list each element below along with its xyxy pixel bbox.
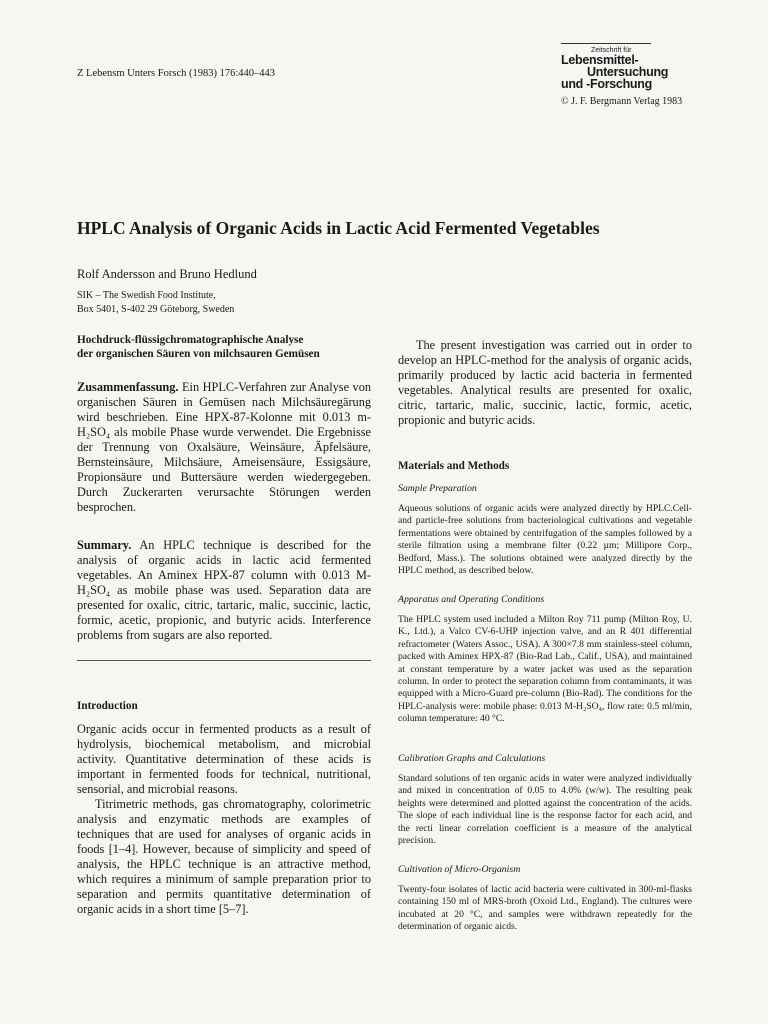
cultivation-text: Twenty-four isolates of lactic acid bacteria were cultivated in 300-ml-flasks containing 150 ml of MRS-broth (Oxoid Ltd., England). The cultures were incubated at 20 °C, and samples were withdrawn repeatedly for the determination of organic aicds. bbox=[398, 884, 692, 933]
intro-paragraph-right: The present investigation was carried out in order to develop an HPLC-method for the analysis of organic acids, primarily produced by lactic acid bacteria in fermented vegetables. Analytical results are presented for oxalic, citric, tartaric, malic, succinic, lactic, formic, acetic, propionic and butyric acids. bbox=[398, 338, 692, 427]
authors: Rolf Andersson and Bruno Hedlund bbox=[77, 267, 257, 281]
logo-subtitle: Zeitschrift für bbox=[591, 47, 632, 54]
journal-logo bbox=[561, 43, 701, 107]
cultivation-heading: Cultivation of Micro-Organism bbox=[398, 864, 521, 875]
german-title-line-1: Hochdruck-flüssigchromatographische Analyse bbox=[77, 334, 304, 346]
logo-rule bbox=[561, 43, 651, 44]
summary bbox=[77, 538, 371, 643]
journal-citation: Z Lebensm Unters Forsch (1983) 176:440–443 bbox=[77, 68, 276, 79]
paper-title: HPLC Analysis of Organic Acids in Lactic Acid Fermented Vegetables bbox=[77, 218, 600, 238]
copyright-notice: © J. F. Bergmann Verlag 1983 bbox=[561, 96, 683, 107]
zusammenfassung-text: Ein HPLC-Verfahren zur Analyse von organischen Säuren in Gemüsen nach Milchsäuregärung wird beschrieben. Eine HPX-87-Kolonne mit 0.013 m-H₂SO₄ als mobile Phase wurde verwendet. Die Ergebnisse der Trennung von Oxalsäure, Weinsäure, Äpfelsäure, Bernsteinsäure, Milchsäure, Ameisensäure, Essigsäure, Propionsäure und Buttersäure werden wiedergegeben. Durch Zuckerarten verursachte Störungen werden besprochen. bbox=[77, 380, 372, 514]
introduction-body bbox=[77, 722, 371, 917]
introduction-heading: Introduction bbox=[77, 700, 138, 712]
apparatus-text: The HPLC system used included a Milton Roy 711 pump (Milton Roy, U. K., Ltd.), a Valco CV-6-UHP injection valve, and an R 401 differential refractometer (Waters Assoc., USA). A 300×7.8 mm stainless-steel column, packed with Aminex HPX-87 (Bio-Rad Lab., Calif., USA), and maintained at constant temperature by a water jacket was used as the separation column. In order to protect the separation column from contaminants, it was equipped with a Micro-Guard pre-column (Bio-Rad). The conditions for the HPLC-analysis were: mobile phase: 0.013 M-H₂SO₄, flow rate: 0.5 ml/min, column temperature: 40 °C. bbox=[398, 614, 692, 725]
methods-heading: Materials and Methods bbox=[398, 460, 510, 472]
affiliation bbox=[77, 289, 234, 316]
calibration-heading: Calibration Graphs and Calculations bbox=[398, 753, 546, 764]
german-title bbox=[77, 333, 371, 361]
introduction-paragraph-1: Organic acids occur in fermented products as a result of hydrolysis, biochemical metabolism, and microbial activity. Quantitative determination of these acids is important in fermented foods for technical, nutritional, sensorial, and microbial reasons. bbox=[77, 722, 371, 796]
summary-label: Summary. bbox=[77, 538, 132, 552]
zusammenfassung bbox=[77, 380, 371, 515]
logo-line-1: Lebensmittel- bbox=[561, 53, 639, 67]
german-title-line-2: der organischen Säuren von milchsauren Gemüsen bbox=[77, 348, 320, 360]
summary-text: An HPLC technique is described for the analysis of organic acids in lactic acid fermented vegetables. An Aminex HPX-87 column with 0.013 M-H₂SO₄ as mobile phase was used. Separation data are presented for oxalic, citric, tartaric, malic, succinic, lactic, formic, acetic, propionic, and butyric acids. Interference problems from sugars are also reported. bbox=[77, 538, 371, 642]
apparatus-heading: Apparatus and Operating Conditions bbox=[398, 594, 545, 605]
calibration-text: Standard solutions of ten organic acids in water were analyzed individually and mixed in concentration of 0.05 to 4.0% (w/w). The resulting peak heights were determined and plotted against the concentration of the acids. The slope of each individual line is the response factor for each acid, and the recti linear correlation coefficient is a measure of the analytical precision. bbox=[398, 773, 692, 847]
sample-prep-heading: Sample Preparation bbox=[398, 483, 477, 494]
affiliation-line-2: Box 5401, S-402 29 Göteborg, Sweden bbox=[77, 303, 235, 315]
section-divider bbox=[77, 660, 371, 661]
affiliation-line-1: SIK – The Swedish Food Institute, bbox=[77, 290, 216, 301]
introduction-paragraph-2: Titrimetric methods, gas chromatography, colorimetric analysis and enzymatic methods are examples of techniques that are used for analyses of organic acids in foods [1–4]. However, because of simplicity and speed of analysis, the HPLC technique is an attractive method, which requires a minimum of sample preparation prior to separation and permits quantitative determination of organic acids in a short time [5–7]. bbox=[77, 797, 371, 916]
logo-line-2: Untersuchung bbox=[587, 65, 669, 79]
zusammenfassung-label: Zusammenfassung. bbox=[77, 380, 179, 394]
logo-line-3: und -Forschung bbox=[561, 77, 652, 91]
sample-prep-text: Aqueous solutions of organic acids were analyzed directly by HPLC.Cell- and particle-free solutions from bacteriological cultivations and vegetable fermentations were obtained by centrifugation of the samples followed by a sterile filtration using a membrane filter (0.22 µm; Millipore Corp., Bedford, Mass.). The solutions obtained were analyzed directly by the HPLC method, as described below. bbox=[398, 503, 692, 577]
